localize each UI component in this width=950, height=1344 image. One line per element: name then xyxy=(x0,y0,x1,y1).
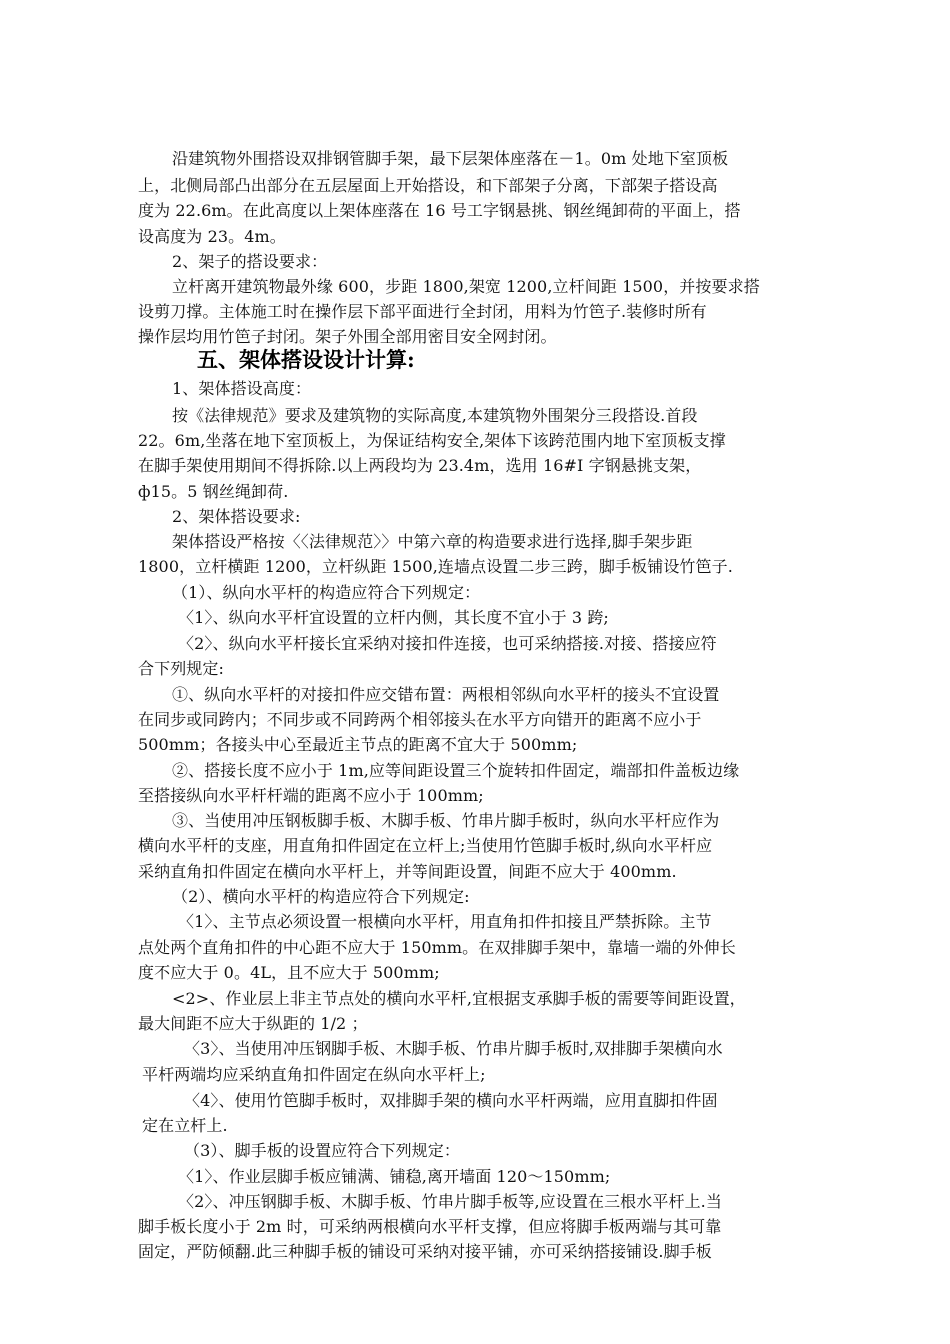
paragraph-line: 架体搭设严格按〈〈法律规范〉〉中第六章的构造要求进行选择,脚手架步距 xyxy=(172,532,693,551)
clause-line: ①、纵向水平杆的对接扣件应交错布置：两根相邻纵向水平杆的接头不宜设置 xyxy=(172,685,720,704)
rule-item: 平杆两端均应采纳直角扣件固定在纵向水平杆上; xyxy=(142,1065,486,1084)
rule-item: 〈2〉、冲压钢脚手板、木脚手板、竹串片脚手板等,应设置在三根水平杆上.当 xyxy=(178,1192,722,1211)
chapter-heading: 五、架体搭设设计计算: xyxy=(197,347,415,372)
paragraph-line: 操作层均用竹笆子封闭。架子外围全部用密目安全网封闭。 xyxy=(138,327,557,346)
rule-item: 度不应大于 0。4L，且不应大于 500mm; xyxy=(138,963,440,982)
rule-title: （1）、纵向水平杆的构造应符合下列规定： xyxy=(172,583,481,602)
clause-line: 在同步或同跨内；不同步或不同跨两个相邻接头在水平方向错开的距离不应小于 xyxy=(138,710,702,729)
clause-line: 横向水平杆的支座，用直角扣件固定在立杆上;当使用竹笆脚手板时,纵向水平杆应 xyxy=(138,836,713,855)
paragraph-line: ф15。5 钢丝绳卸荷. xyxy=(138,482,289,501)
section-title: 1、架体搭设高度： xyxy=(172,379,312,398)
paragraph-line: 设高度为 23。4m。 xyxy=(138,227,286,246)
clause-line: ③、当使用冲压钢板脚手板、木脚手板、竹串片脚手板时，纵向水平杆应作为 xyxy=(172,811,720,830)
rule-item: 〈1〉、作业层脚手板应铺满、铺稳,离开墙面 120～150mm; xyxy=(178,1167,611,1186)
rule-item: 点处两个直角扣件的中心距不应大于 150mm。在双排脚手架中，靠墙一端的外伸长 xyxy=(138,938,736,957)
paragraph-line: 1800，立杆横距 1200，立杆纵距 1500,连墙点设置二步三跨，脚手板铺设竹笆子. xyxy=(138,557,733,576)
rule-item: 〈3〉、当使用冲压钢脚手板、木脚手板、竹串片脚手板时,双排脚手架横向水 xyxy=(184,1039,723,1058)
rule-item: 定在立杆上. xyxy=(142,1116,228,1135)
paragraph-line: 22。6m,坐落在地下室顶板上，为保证结构安全,架体下该跨范围内地下室顶板支撑 xyxy=(138,431,726,450)
rule-item: 〈2〉、纵向水平杆接长宜采纳对接扣件连接，也可采纳搭接.对接、搭接应符 xyxy=(178,634,717,653)
rule-item: <2>、作业层上非主节点处的横向水平杆,宜根据支承脚手板的需要等间距设置， xyxy=(172,989,746,1008)
paragraph-line: 在脚手架使用期间不得拆除.以上两段均为 23.4m，选用 16#I 字钢悬挑支架， xyxy=(138,456,702,475)
paragraph-line: 立杆离开建筑物最外缘 600，步距 1800,架宽 1200,立杆间距 1500，并按要求搭 xyxy=(172,277,760,296)
clause-line: 500mm；各接头中心至最近主节点的距离不宜大于 500mm; xyxy=(138,735,578,754)
paragraph-line: 上，北侧局部凸出部分在五层屋面上开始搭设，和下部架子分离，下部架子搭设高 xyxy=(138,176,718,195)
rule-item: 〈1〉、纵向水平杆宜设置的立杆内侧，其长度不宜小于 3 跨; xyxy=(178,608,609,627)
rule-item: 最大间距不应大于纵距的 1/2 ； xyxy=(138,1014,368,1033)
section-title: 2、架子的搭设要求： xyxy=(172,252,328,271)
rule-item: 〈1〉、主节点必须设置一根横向水平杆，用直角扣件扣接且严禁拆除。主节 xyxy=(178,912,712,931)
section-title: 2、架体搭设要求: xyxy=(172,507,301,526)
paragraph-line: 设剪刀撑。主体施工时在操作层下部平面进行全封闭，用料为竹笆子.装修时所有 xyxy=(138,302,707,321)
rule-item: 合下列规定: xyxy=(138,659,224,678)
paragraph-line: 按《法律规范》要求及建筑物的实际高度,本建筑物外围架分三段搭设.首段 xyxy=(172,406,698,425)
rule-title: （2）、横向水平杆的构造应符合下列规定: xyxy=(172,887,470,906)
rule-item: 脚手板长度小于 2m 时，可采纳两根横向水平杆支撑，但应将脚手板两端与其可靠 xyxy=(138,1217,722,1236)
rule-title: （3）、脚手板的设置应符合下列规定： xyxy=(184,1141,460,1160)
paragraph-line: 沿建筑物外围搭设双排钢管脚手架，最下层架体座落在－1。0m 处地下室顶板 xyxy=(172,149,729,168)
rule-item: 〈4〉、使用竹笆脚手板时，双排脚手架的横向水平杆两端，应用直脚扣件固 xyxy=(184,1091,718,1110)
clause-line: 采纳直角扣件固定在横向水平杆上，并等间距设置，间距不应大于 400mm. xyxy=(138,862,677,881)
clause-line: ②、搭接长度不应小于 1m,应等间距设置三个旋转扣件固定，端部扣件盖板边缘 xyxy=(172,761,740,780)
clause-line: 至搭接纵向水平杆杆端的距离不应小于 100mm; xyxy=(138,786,484,805)
rule-item: 固定，严防倾翻.此三种脚手板的铺设可采纳对接平铺，亦可采纳搭接铺设.脚手板 xyxy=(138,1242,712,1261)
paragraph-line: 度为 22.6m。在此高度以上架体座落在 16 号工字钢悬挑、钢丝绳卸荷的平面上，搭 xyxy=(138,201,741,220)
